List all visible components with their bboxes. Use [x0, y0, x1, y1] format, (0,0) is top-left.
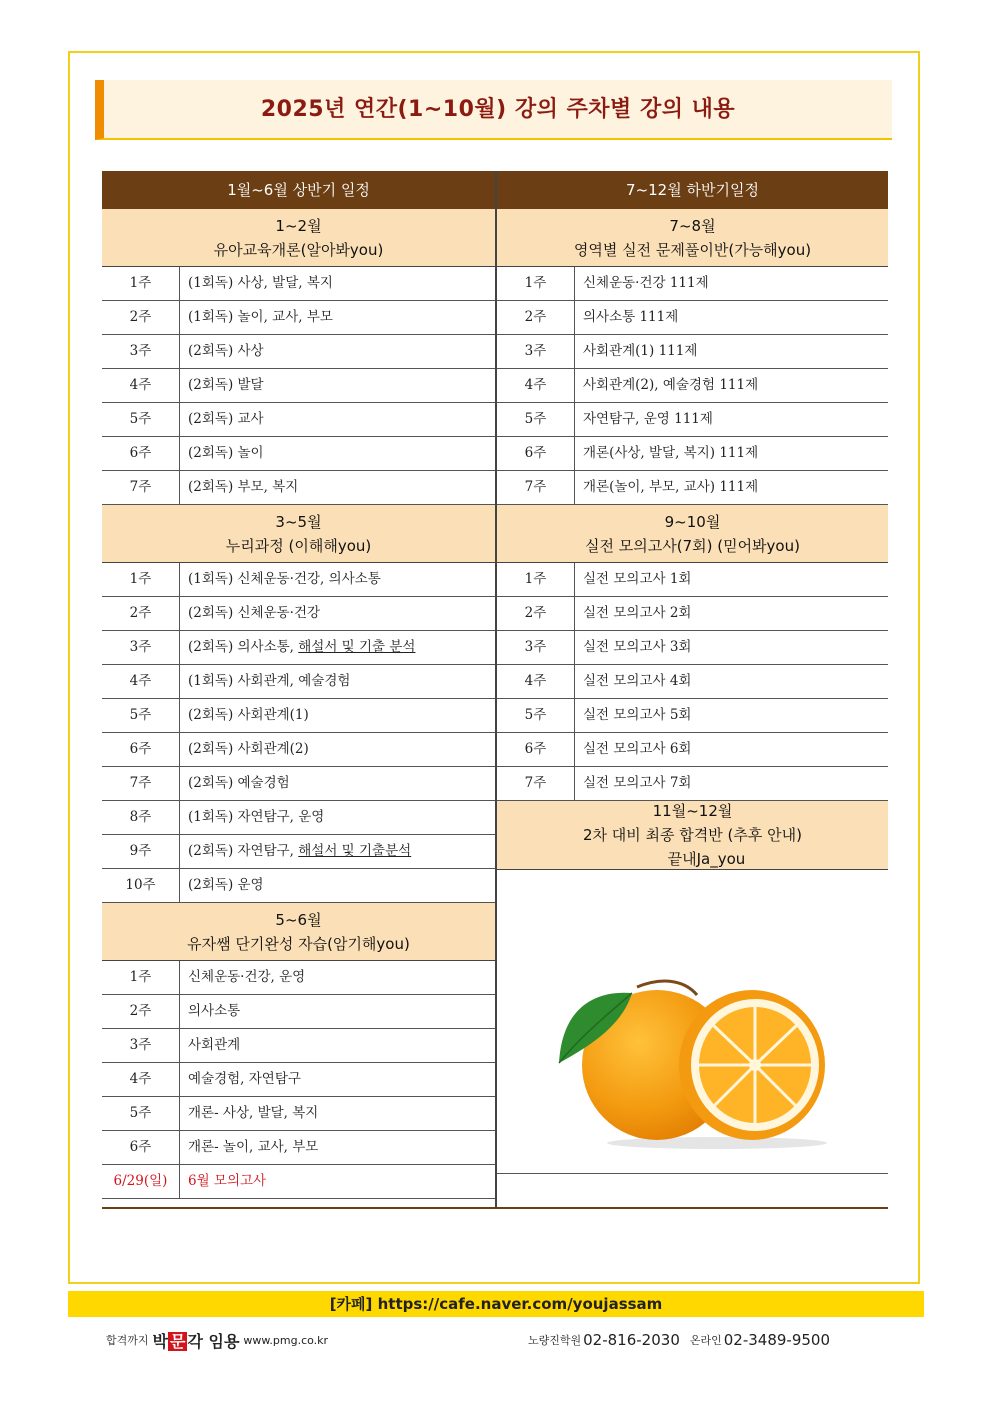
week-cell: 6주: [102, 437, 180, 470]
table-row: [102, 437, 495, 471]
content-text: 6월 모의고사: [188, 1173, 267, 1189]
table-row: [102, 301, 495, 335]
section-month: 1~2월: [275, 216, 322, 235]
left-column: [102, 171, 495, 1199]
week-cell: 5주: [497, 699, 575, 732]
content-text: (2회독) 의사소통,: [188, 639, 299, 655]
content-cell: [180, 801, 495, 834]
content-cell: [180, 1131, 495, 1164]
footer-brand: [106, 1328, 328, 1352]
week-cell: 2주: [102, 995, 180, 1028]
table-row: [102, 1029, 495, 1063]
content-cell: [180, 1165, 495, 1198]
week-cell: 1주: [497, 267, 575, 300]
content-cell: [575, 733, 888, 766]
content-text: 실전 모의고사 3회: [583, 639, 692, 655]
week-cell: 6주: [497, 437, 575, 470]
cafe-link-bar[interactable]: [68, 1291, 924, 1317]
table-row: [497, 301, 888, 335]
content-cell: [575, 563, 888, 596]
table-row: [497, 267, 888, 301]
week-cell: 5주: [102, 403, 180, 436]
content-text: (1회독) 놀이, 교사, 부모: [188, 309, 333, 325]
content-cell: [575, 403, 888, 436]
content-text: (2회독) 운영: [188, 877, 264, 893]
slogan: 합격까지: [106, 1334, 149, 1347]
content-cell: [180, 471, 495, 504]
section-month: 9~10월: [664, 512, 721, 531]
orange-illustration: [497, 875, 888, 1174]
content-cell: [180, 597, 495, 630]
table-bottom-line: [102, 1207, 888, 1209]
content-text: (2회독) 사회관계(1): [188, 707, 309, 723]
content-cell: [180, 665, 495, 698]
table-row: [102, 563, 495, 597]
content-text: (1회독) 신체운동·건강, 의사소통: [188, 571, 381, 587]
content-cell: [575, 267, 888, 300]
content-text: (2회독) 놀이: [188, 445, 264, 461]
week-cell: 10주: [102, 869, 180, 902]
week-cell: 9주: [102, 835, 180, 868]
right-header: 7~12월 하반기일정: [497, 171, 888, 209]
right-section-header: [497, 209, 888, 267]
right-section-header: [497, 801, 888, 870]
content-cell: [180, 699, 495, 732]
week-cell: 2주: [497, 301, 575, 334]
section-name: 누리과정 (이해해you): [225, 536, 372, 555]
content-text: 의사소통 111제: [583, 309, 679, 325]
content-text: (2회독) 발달: [188, 377, 264, 393]
week-cell: 1주: [497, 563, 575, 596]
content-text: 실전 모의고사 2회: [583, 605, 692, 621]
campus-label: 노량진학원: [528, 1334, 582, 1347]
table-row: [102, 699, 495, 733]
table-row: [497, 733, 888, 767]
content-text: (2회독) 사상: [188, 343, 264, 359]
content-text: 개론- 놀이, 교사, 부모: [188, 1139, 319, 1155]
table-row: [102, 403, 495, 437]
content-text: 실전 모의고사 6회: [583, 741, 692, 757]
table-row: [497, 471, 888, 505]
week-cell: 3주: [102, 1029, 180, 1062]
content-text: 개론- 사상, 발달, 복지: [188, 1105, 319, 1121]
table-row: [102, 1165, 495, 1199]
week-cell: 2주: [102, 301, 180, 334]
content-cell: [575, 767, 888, 800]
content-text: 사회관계: [188, 1037, 241, 1053]
content-text: 실전 모의고사 4회: [583, 673, 692, 689]
week-cell: 3주: [497, 631, 575, 664]
table-row: [102, 1063, 495, 1097]
content-text: (2회독) 사회관계(2): [188, 741, 309, 757]
content-text: (1회독) 사상, 발달, 복지: [188, 275, 333, 291]
content-text: 사회관계(1) 111제: [583, 343, 698, 359]
content-cell: [575, 665, 888, 698]
content-text: 신체운동·건강 111제: [583, 275, 709, 291]
content-cell: [180, 995, 495, 1028]
table-row: [497, 403, 888, 437]
table-row: [102, 335, 495, 369]
content-cell: [180, 869, 495, 902]
content-text: 개론(놀이, 부모, 교사) 111제: [583, 479, 759, 495]
week-cell: 6주: [102, 1131, 180, 1164]
orange-icon: [497, 875, 888, 1173]
week-cell: 4주: [497, 665, 575, 698]
content-cell: [575, 335, 888, 368]
content-text: (1회독) 사회관계, 예술경험: [188, 673, 351, 689]
content-cell: [180, 1029, 495, 1062]
content-cell: [180, 733, 495, 766]
week-cell: 7주: [102, 767, 180, 800]
content-cell: [180, 369, 495, 402]
content-text: (2회독) 교사: [188, 411, 264, 427]
week-cell: 6주: [102, 733, 180, 766]
content-cell: [180, 835, 495, 868]
week-cell: 1주: [102, 563, 180, 596]
content-cell: [180, 1063, 495, 1096]
week-cell: 2주: [497, 597, 575, 630]
content-cell: [180, 267, 495, 300]
table-row: [102, 631, 495, 665]
online-phone: 02-3489-9500: [723, 1331, 831, 1349]
week-cell: 2주: [102, 597, 180, 630]
week-cell: 4주: [102, 1063, 180, 1096]
content-text: 예술경험, 자연탐구: [188, 1071, 301, 1087]
table-row: [497, 665, 888, 699]
content-cell: [180, 1097, 495, 1130]
section-name: 유자쌤 단기완성 자습(암기해you): [187, 934, 410, 953]
section-month: 7~8월: [669, 216, 716, 235]
content-cell: [575, 471, 888, 504]
week-cell: 4주: [497, 369, 575, 402]
left-section-header: [102, 505, 495, 563]
content-cell: [180, 631, 495, 664]
section-month: 3~5월: [275, 512, 322, 531]
section-tag: 끝내Ja_you: [667, 850, 746, 868]
content-cell: [575, 699, 888, 732]
content-text: (1회독) 자연탐구, 운영: [188, 809, 325, 825]
table-row: [102, 1097, 495, 1131]
content-text: 실전 모의고사 1회: [583, 571, 692, 587]
content-cell: [575, 301, 888, 334]
content-cell: [180, 335, 495, 368]
section-name: 2차 대비 최종 합격반 (추후 안내): [583, 826, 802, 844]
content-text: 의사소통: [188, 1003, 241, 1019]
content-text: 개론(사상, 발달, 복지) 111제: [583, 445, 759, 461]
left-section-header: [102, 209, 495, 267]
section-month: 5~6월: [275, 910, 322, 929]
week-cell: 4주: [102, 369, 180, 402]
content-cell: [575, 631, 888, 664]
cafe-link[interactable]: [카페] https://cafe.naver.com/youjassam: [329, 1295, 663, 1313]
week-cell: 3주: [102, 335, 180, 368]
online-label: 온라인: [689, 1334, 722, 1347]
content-cell: [180, 563, 495, 596]
table-row: [102, 665, 495, 699]
table-row: [497, 597, 888, 631]
table-row: [497, 699, 888, 733]
table-row: [497, 631, 888, 665]
table-row: [102, 801, 495, 835]
section-name: 실전 모의고사(7회) (믿어봐you): [585, 536, 800, 555]
table-row: [102, 869, 495, 903]
table-row: [102, 267, 495, 301]
content-cell: [180, 403, 495, 436]
brand-logo: 박 문 각 임용: [152, 1331, 240, 1351]
section-name: 영역별 실전 문제풀이반(가능해you): [573, 240, 812, 259]
week-cell: 7주: [497, 471, 575, 504]
table-row: [102, 961, 495, 995]
footer-contacts: [528, 1328, 840, 1352]
table-row: [497, 369, 888, 403]
content-text: (2회독) 자연탐구,: [188, 843, 299, 859]
content-cell: [575, 597, 888, 630]
table-row: [497, 437, 888, 471]
content-text: (2회독) 부모, 복지: [188, 479, 299, 495]
week-cell: 8주: [102, 801, 180, 834]
table-row: [102, 767, 495, 801]
week-cell: 7주: [102, 471, 180, 504]
table-row: [497, 335, 888, 369]
week-cell: 6/29(일): [102, 1165, 180, 1198]
table-row: [497, 767, 888, 801]
table-row: [102, 471, 495, 505]
content-underline: 해설서 및 기출분석: [298, 843, 412, 859]
content-text: 신체운동·건강, 운영: [188, 969, 306, 985]
site-link[interactable]: www.pmg.co.kr: [243, 1333, 329, 1347]
week-cell: 5주: [102, 699, 180, 732]
table-row: [102, 733, 495, 767]
content-underline: 해설서 및 기출 분석: [298, 639, 416, 655]
table-row: [102, 1131, 495, 1165]
title-bar: [95, 80, 892, 140]
left-section-header: [102, 903, 495, 961]
content-cell: [180, 301, 495, 334]
week-cell: 6주: [497, 733, 575, 766]
week-cell: 4주: [102, 665, 180, 698]
section-month: 11월~12월: [652, 802, 733, 820]
table-row: [102, 835, 495, 869]
table-row: [497, 563, 888, 597]
content-text: 사회관계(2), 예술경험 111제: [583, 377, 759, 393]
content-text: 실전 모의고사 5회: [583, 707, 692, 723]
table-row: [102, 369, 495, 403]
left-header: 1월~6월 상반기 일정: [102, 171, 495, 209]
content-text: (2회독) 예술경험: [188, 775, 290, 791]
page-title: 2025년 연간(1~10월) 강의 주차별 강의 내용: [260, 97, 736, 122]
content-cell: [180, 437, 495, 470]
right-column: [497, 171, 888, 870]
content-cell: [180, 961, 495, 994]
section-name: 유아교육개론(알아봐you): [213, 240, 384, 259]
week-cell: 5주: [497, 403, 575, 436]
week-cell: 1주: [102, 961, 180, 994]
table-row: [102, 597, 495, 631]
campus-phone: 02-816-2030: [583, 1331, 680, 1349]
content-cell: [575, 369, 888, 402]
content-text: 실전 모의고사 7회: [583, 775, 692, 791]
week-cell: 3주: [102, 631, 180, 664]
week-cell: 3주: [497, 335, 575, 368]
content-text: (2회독) 신체운동·건강: [188, 605, 321, 621]
content-cell: [180, 767, 495, 800]
content-text: 자연탐구, 운영 111제: [583, 411, 713, 427]
week-cell: 1주: [102, 267, 180, 300]
week-cell: 7주: [497, 767, 575, 800]
right-section-header: [497, 505, 888, 563]
table-row: [102, 995, 495, 1029]
week-cell: 5주: [102, 1097, 180, 1130]
content-cell: [575, 437, 888, 470]
